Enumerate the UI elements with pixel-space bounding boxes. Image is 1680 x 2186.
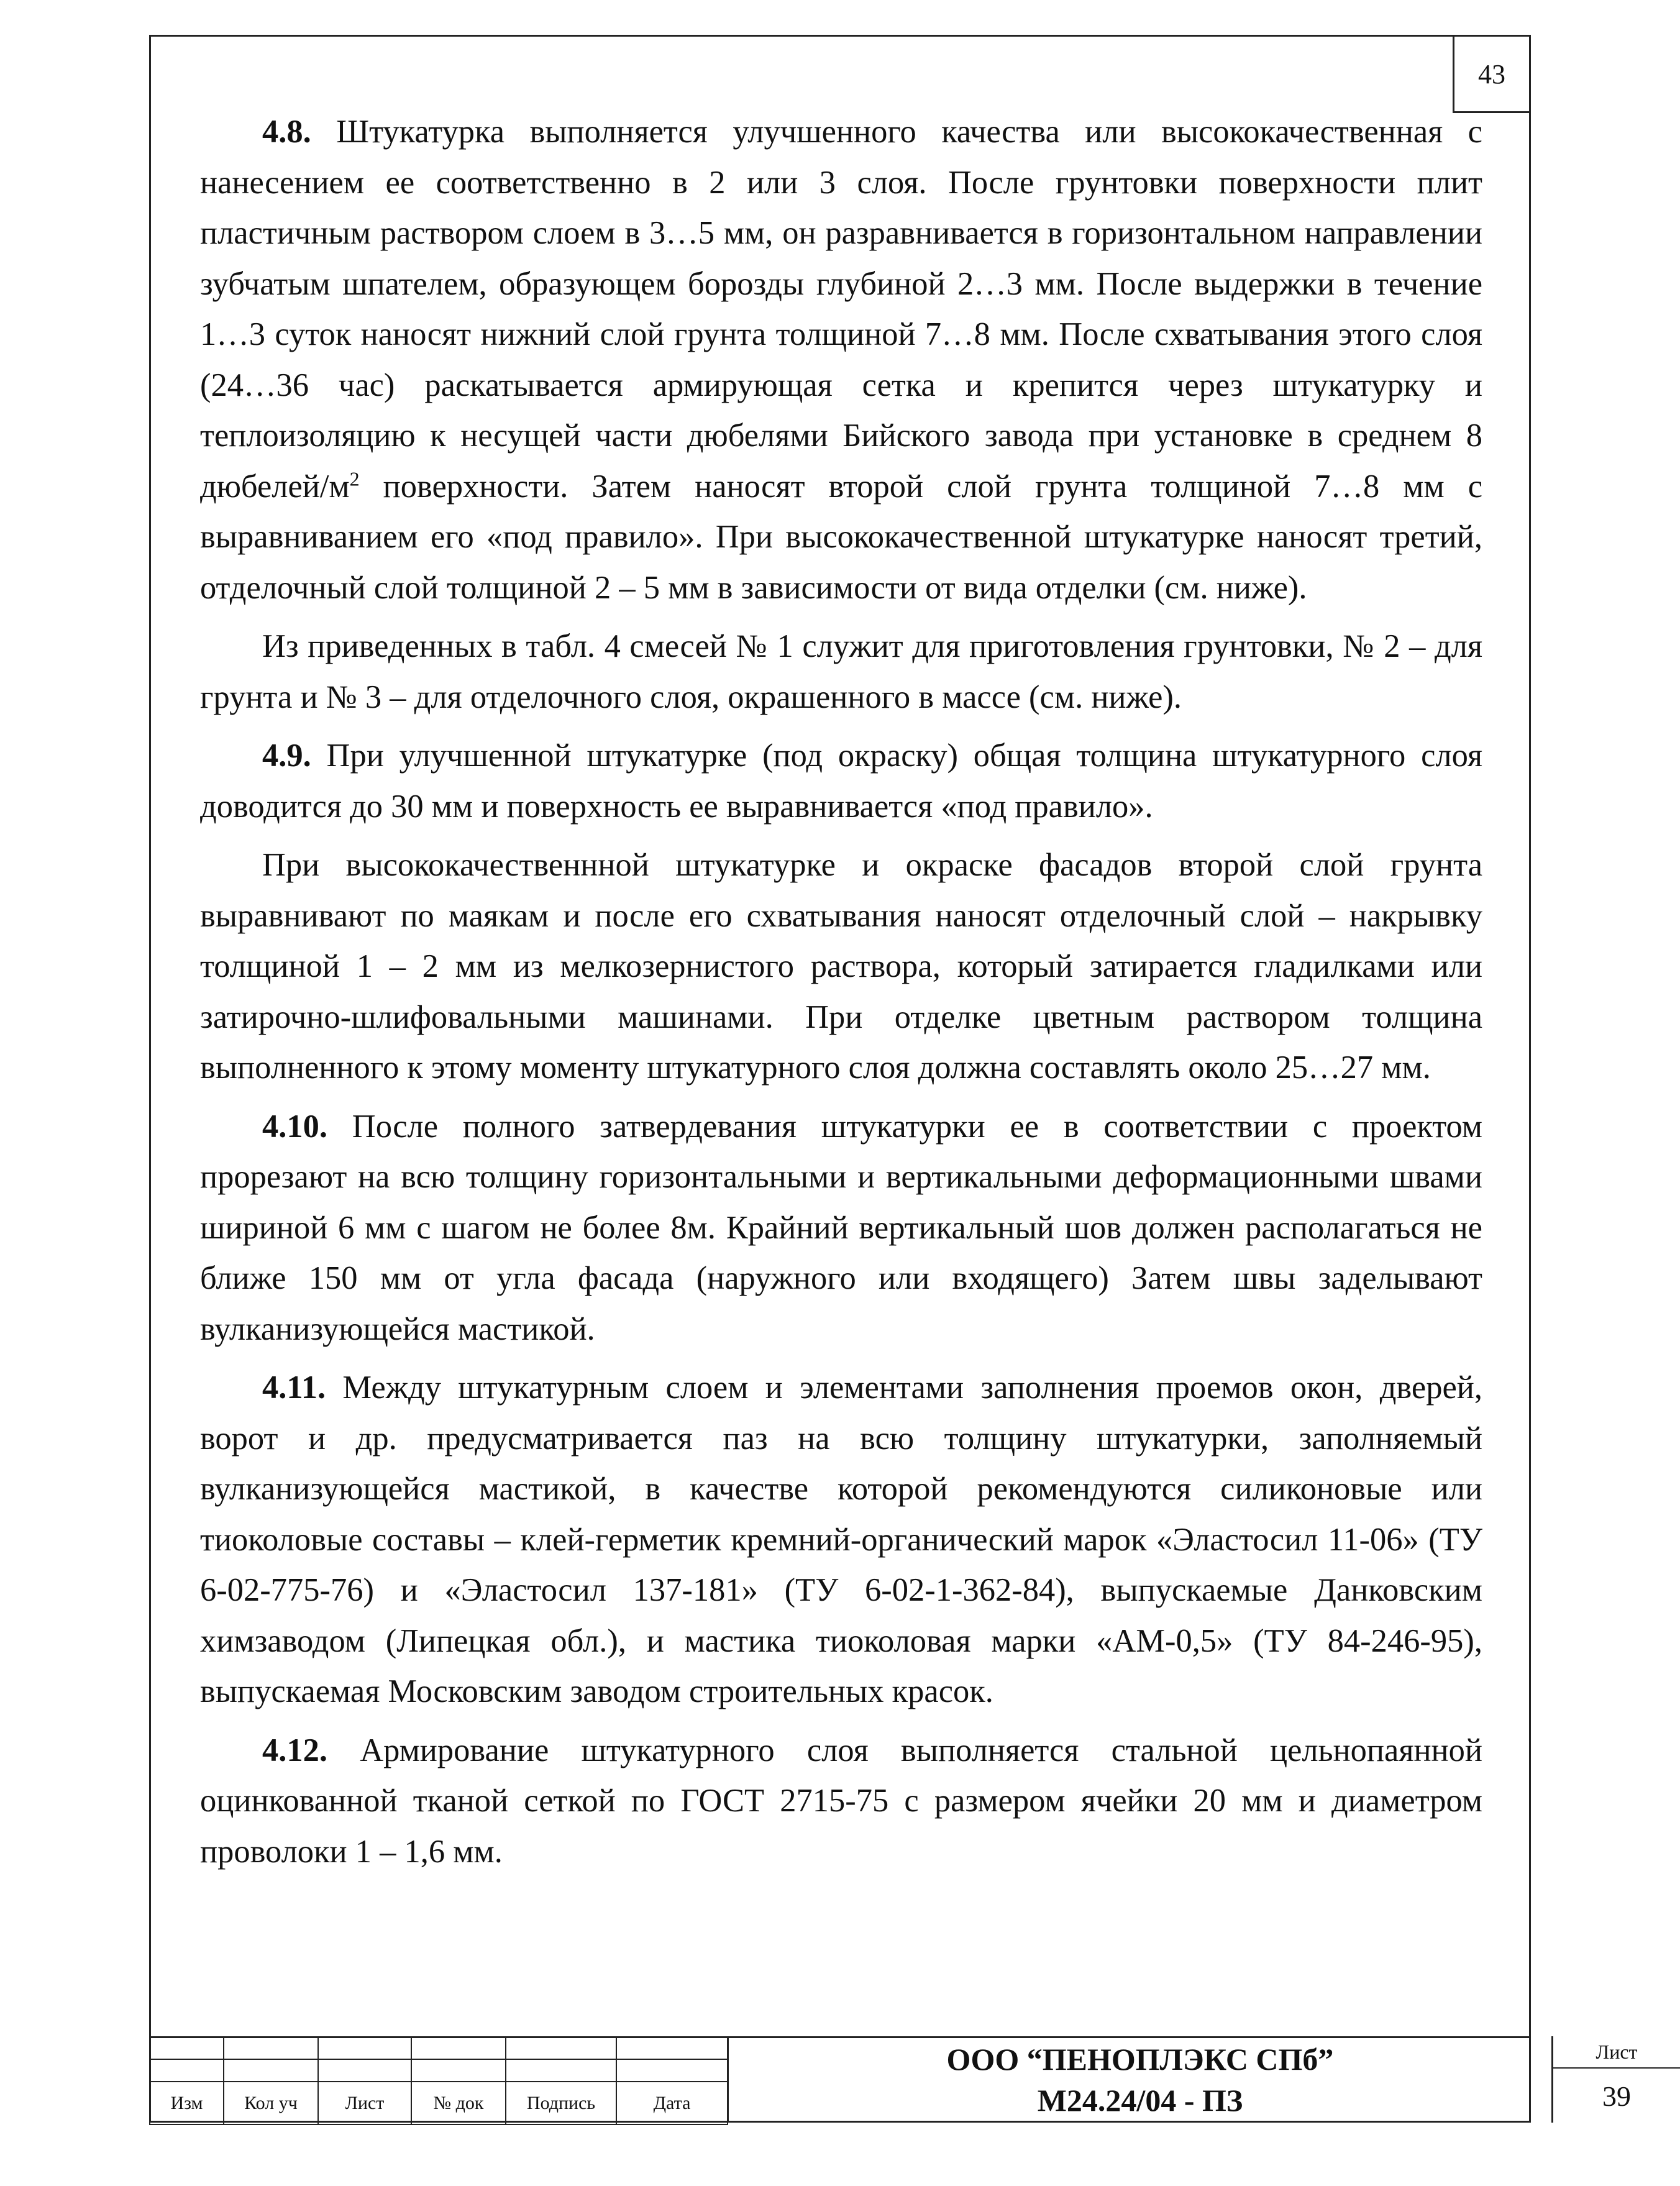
- paragraph-text: После полного затвердевания штукатурки ее в соответствии с проектом прорезают на всю толщину горизонтальными и вертикальными деформационными швами шириной 6 мм с шагом не более 8м. Крайний вертикальный шов должен располагаться не ближе 150 мм от угла фасада (наружного или входящего) Затем швы заделывают вулканизующейся мастикой.: [200, 1108, 1482, 1347]
- organization-block: [727, 2036, 1553, 2123]
- paragraph-text-cont: поверхности. Затем наносят второй слой грунта толщиной 7…8 мм с выравниванием его «под правило». При высококачественной штукатурке наносят третий, отделочный слой толщиной 2 – 5 мм в зависимости от вида отделки (см. ниже).: [200, 468, 1482, 606]
- document-body: [200, 107, 1482, 1877]
- paragraph-text: При улучшенной штукатурке (под окраску) общая толщина штукатурного слоя доводится до 30 мм и поверхность ее выравнивается «под правило».: [200, 738, 1482, 825]
- paragraph-4-10: [200, 1102, 1482, 1355]
- label-date: Дата: [616, 2082, 728, 2124]
- title-block: [149, 2036, 1638, 2123]
- superscript: 2: [349, 467, 360, 490]
- clause-number: 4.8.: [262, 114, 311, 150]
- paragraph-4-9: [200, 731, 1482, 832]
- sheet-label: Лист: [1553, 2036, 1680, 2069]
- revision-grid: [149, 2036, 727, 2123]
- clause-number: 4.9.: [262, 738, 311, 774]
- clause-number: 4.12.: [262, 1732, 327, 1768]
- label-signature: Подпись: [506, 2082, 616, 2124]
- paragraph-text: Из приведенных в табл. 4 смесей № 1 служит для приготовления грунтовки, № 2 – для грунта и № 3 – для отделочного слоя, окрашенного в массе (см. ниже).: [200, 628, 1482, 715]
- label-doc-number: № док: [411, 2082, 506, 2124]
- paragraph-text: Между штукатурным слоем и элементами заполнения проемов окон, дверей, ворот и др. предусматривается паз на всю толщину штукатурки, заполняемый вулканизующейся мастикой, в качестве которой рекомендуются силиконовые или тиоколовые составы – клей-герметик кремний-органический марок «Эластосил 11-06» (ТУ 6-02-775-76) и «Эластосил 137-181» (ТУ 6-02-1-362-84), выпускаемые Данковским химзаводом (Липецкая обл.), и мастика тиоколовая марки «АМ-0,5» (ТУ 84-246-95), выпускаемая Московским заводом строительных красок.: [200, 1370, 1482, 1709]
- paragraph-4-8: [200, 107, 1482, 613]
- organization-name: ООО “ПЕНОПЛЭКС СПб”: [946, 2041, 1334, 2077]
- label-kol-uch: Кол уч: [224, 2082, 318, 2124]
- paragraph-4-11: [200, 1363, 1482, 1717]
- paragraph-mixtures: [200, 621, 1482, 723]
- document-code: М24.24/04 - ПЗ: [1037, 2082, 1243, 2118]
- label-list: Лист: [318, 2082, 411, 2124]
- sheet-block: [1553, 2036, 1680, 2123]
- clause-number: 4.10.: [262, 1108, 327, 1145]
- label-izm: Изм: [150, 2082, 224, 2124]
- page-number: 43: [1453, 35, 1531, 113]
- paragraph-text: Армирование штукатурного слоя выполняется стальной цельнопаянной оцинкованной тканой сеткой по ГОСТ 2715-75 с размером ячейки 20 мм и диаметром проволоки 1 – 1,6 мм.: [200, 1732, 1482, 1870]
- paragraph-4-12: [200, 1726, 1482, 1878]
- paragraph-high-quality: [200, 840, 1482, 1094]
- clause-number: 4.11.: [262, 1370, 326, 1406]
- paragraph-text: При высококачественнной штукатурке и окраске фасадов второй слой грунта выравнивают по маякам и после его схватывания наносят отделочный слой – накрывку толщиной 1 – 2 мм из мелкозернистого раствора, который затирается гладилками или затирочно-шлифовальными машинами. При отделке цветным раствором толщина выполненного к этому моменту штукатурного слоя должна составлять около 25…27 мм.: [200, 847, 1482, 1086]
- paragraph-text: Штукатурка выполняется улучшенного качества или высококачественная с нанесением ее соответственно в 2 или 3 слоя. После грунтовки поверхности плит пластичным раствором слоем в 3…5 мм, он разравнивается в горизонтальном направлении зубчатым шпателем, образующем борозды глубиной 2…3 мм. После выдержки в течение 1…3 суток наносят нижний слой грунта толщиной 7…8 мм. После схватывания этого слоя (24…36 час) раскатывается армирующая сетка и крепится через штукатурку и теплоизоляцию к несущей части дюбелями Бийского завода при установке в среднем 8 дюбелей/м: [200, 114, 1482, 505]
- sheet-number: 39: [1602, 2080, 1631, 2112]
